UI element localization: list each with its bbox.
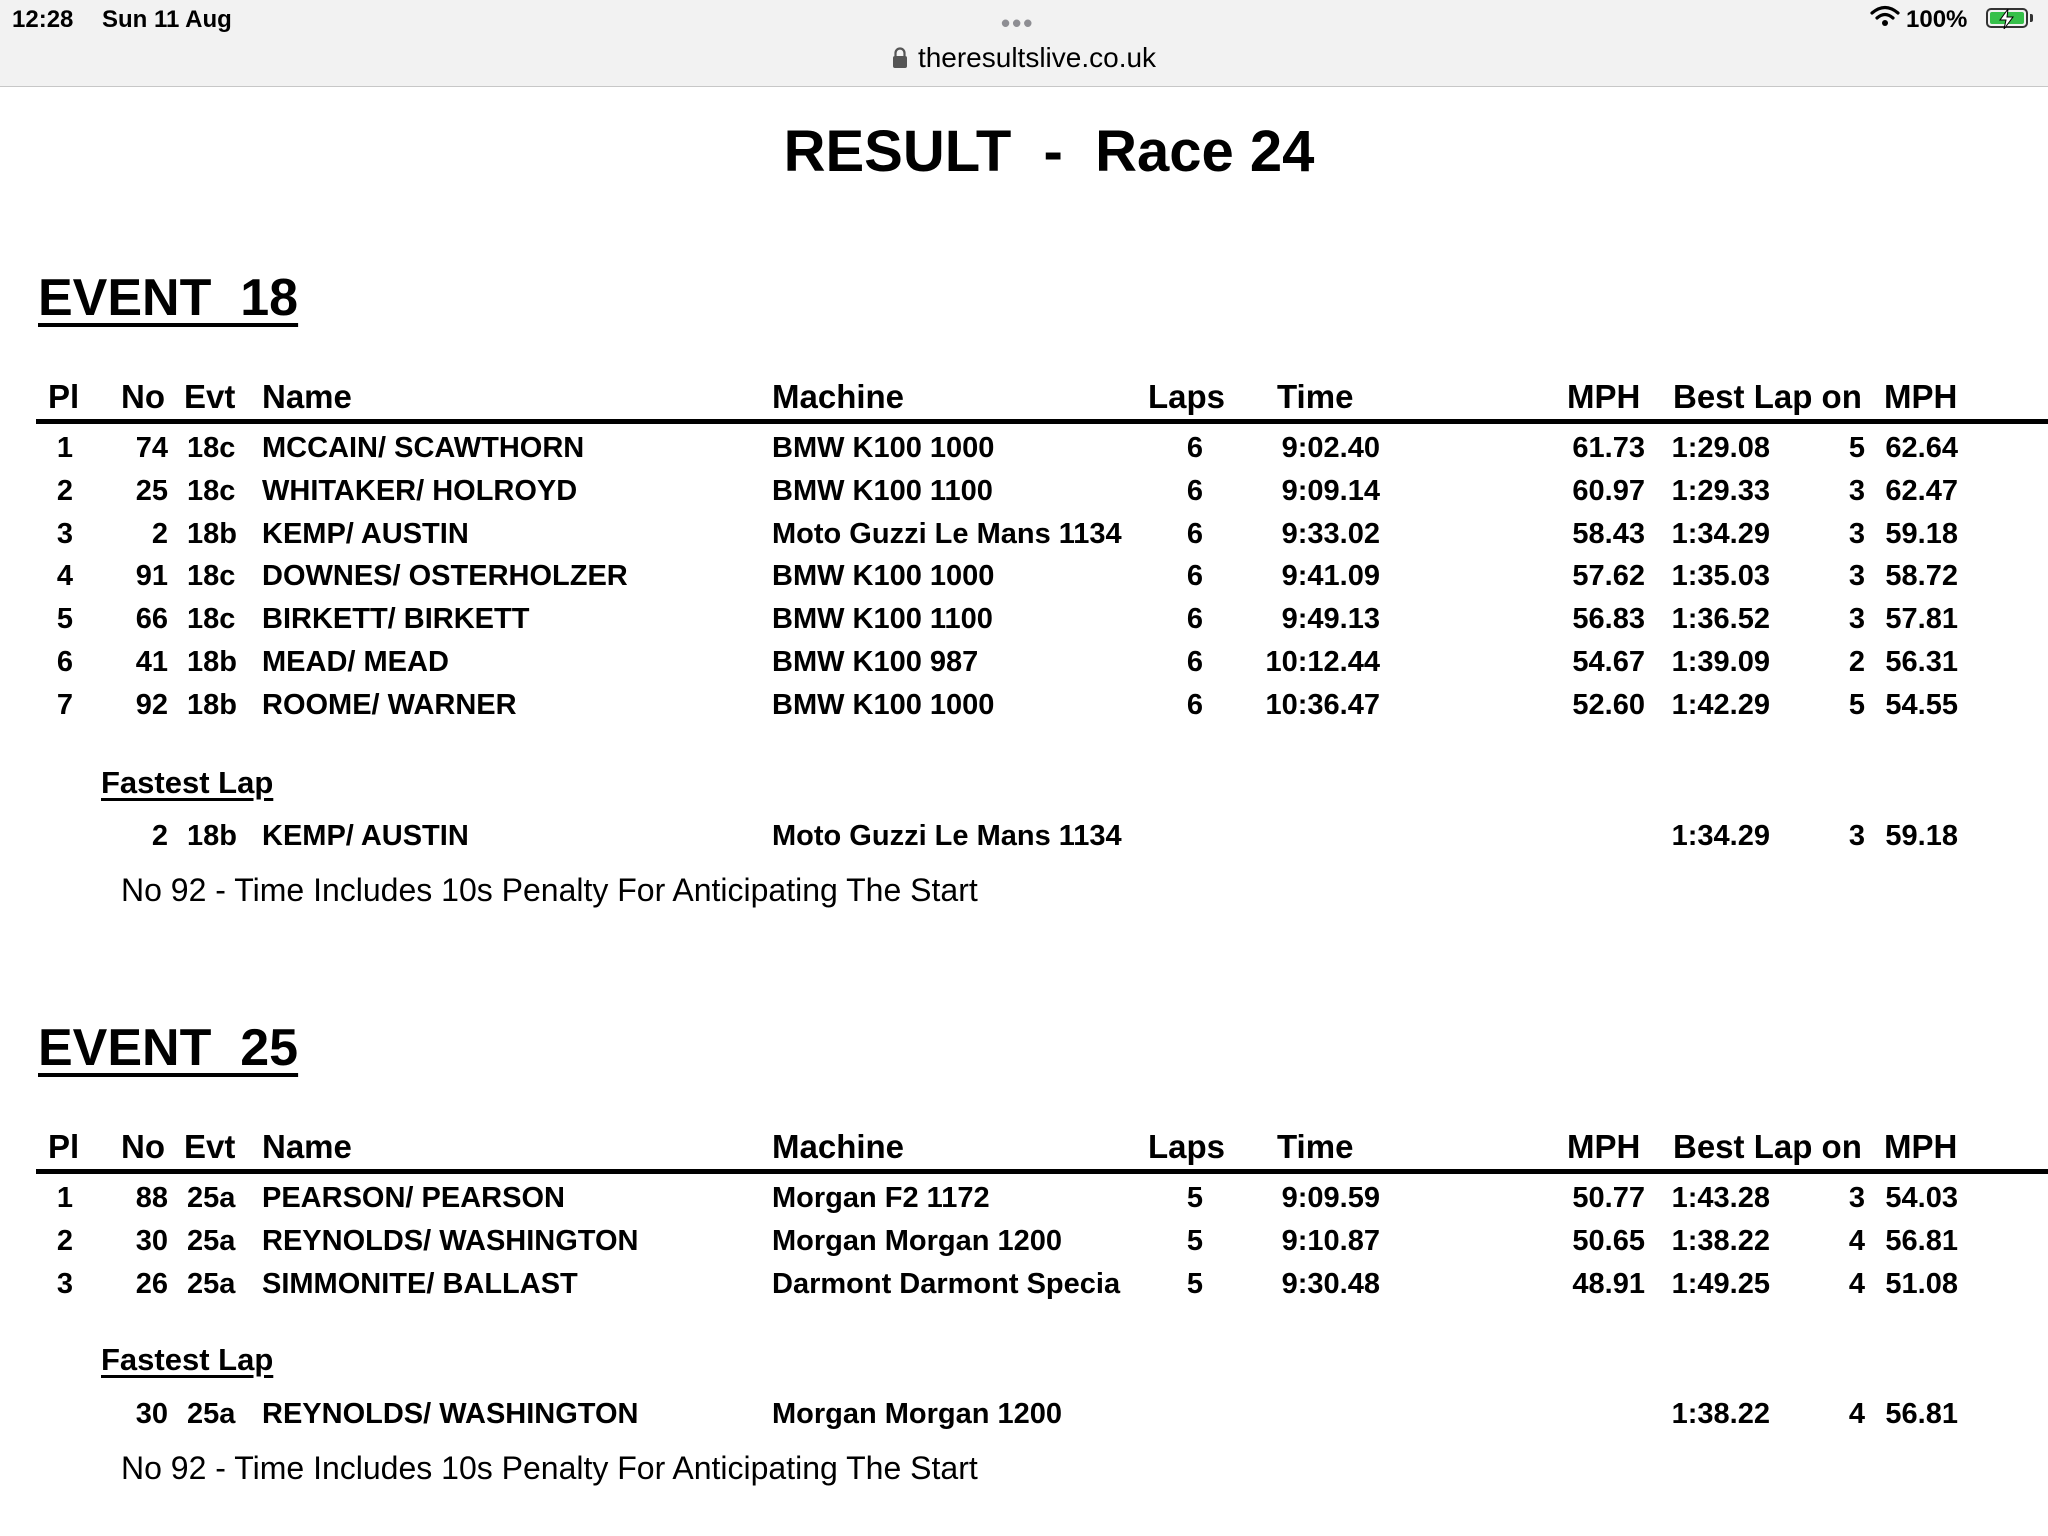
cell-no: 2	[151, 518, 168, 550]
cell-lap-on: 3	[1848, 518, 1865, 550]
cell-evt: 18b	[187, 689, 237, 721]
cell-laps: 6	[1186, 646, 1204, 678]
cell-mph: 57.62	[1572, 560, 1645, 592]
col-header-best-mph: MPH	[1884, 378, 1958, 415]
col-header-pl: Pl	[48, 1128, 80, 1165]
cell-mph: 61.73	[1572, 432, 1645, 464]
cell-lap-on: 5	[1848, 432, 1865, 464]
cell-best-mph: 57.81	[1885, 603, 1958, 635]
fastest-lap-cell-evt: 25a	[187, 1398, 236, 1430]
cell-best-lap: 1:34.29	[1671, 518, 1770, 550]
cell-best-lap: 1:49.25	[1671, 1268, 1770, 1300]
cell-evt: 18c	[187, 560, 236, 592]
more-dots-icon[interactable]: •••	[1001, 8, 1035, 38]
cell-machine: Moto Guzzi Le Mans 1134	[772, 518, 1122, 550]
cell-lap-on: 3	[1848, 475, 1865, 507]
cell-laps: 6	[1186, 518, 1204, 550]
cell-no: 91	[135, 560, 168, 592]
cell-no: 30	[135, 1225, 168, 1257]
col-header-name: Name	[262, 378, 352, 415]
cell-no: 66	[135, 603, 168, 635]
cell-best-lap: 1:35.03	[1671, 560, 1770, 592]
cell-best-mph: 56.81	[1885, 1225, 1958, 1257]
fastest-lap-cell-best-mph: 59.18	[1885, 820, 1958, 852]
cell-best-lap: 1:29.08	[1671, 432, 1770, 464]
table-header-rule	[36, 419, 2048, 424]
cell-laps: 6	[1186, 603, 1204, 635]
cell-time: 10:12.44	[1265, 646, 1380, 678]
cell-best-lap: 1:29.33	[1671, 475, 1770, 507]
col-header-mph: MPH	[1567, 1128, 1641, 1165]
cell-time: 9:02.40	[1281, 432, 1380, 464]
cell-laps: 5	[1186, 1182, 1204, 1214]
cell-time: 9:41.09	[1281, 560, 1380, 592]
cell-lap-on: 4	[1848, 1268, 1865, 1300]
cell-best-mph: 62.47	[1885, 475, 1958, 507]
cell-mph: 50.65	[1572, 1225, 1645, 1257]
cell-machine: Morgan F2 1172	[772, 1182, 990, 1214]
cell-name: ROOME/ WARNER	[262, 689, 517, 721]
col-header-machine: Machine	[772, 378, 905, 415]
table-header-rule	[36, 1169, 2048, 1174]
fastest-lap-cell-machine: Morgan Morgan 1200	[772, 1398, 1063, 1430]
fastest-lap-cell-lap-on: 3	[1848, 820, 1865, 852]
event-heading: EVENT 25	[38, 1019, 299, 1077]
col-header-no: No	[121, 378, 165, 415]
cell-evt: 18c	[187, 475, 236, 507]
col-header-best-lap-on: Best Lap on	[1673, 378, 1862, 415]
page-title: RESULT - Race 24	[783, 119, 1315, 184]
cell-machine: Morgan Morgan 1200	[772, 1225, 1063, 1257]
cell-pl: 7	[56, 689, 74, 721]
col-header-machine: Machine	[772, 1128, 905, 1165]
cell-pl: 4	[56, 560, 74, 592]
cell-machine: BMW K100 1100	[772, 475, 993, 507]
cell-time: 9:30.48	[1281, 1268, 1380, 1300]
cell-best-lap: 1:38.22	[1671, 1225, 1770, 1257]
cell-best-mph: 56.31	[1885, 646, 1958, 678]
cell-mph: 54.67	[1572, 646, 1645, 678]
cell-pl: 1	[56, 1182, 74, 1214]
cell-machine: BMW K100 1000	[772, 432, 995, 464]
cell-no: 92	[135, 689, 168, 721]
battery-percentage: 100%	[1906, 6, 1968, 33]
cell-pl: 2	[56, 475, 74, 507]
cell-pl: 2	[56, 1225, 74, 1257]
cell-laps: 6	[1186, 689, 1204, 721]
penalty-note: No 92 - Time Includes 10s Penalty For Anticipating The Start	[121, 872, 978, 908]
cell-lap-on: 3	[1848, 1182, 1865, 1214]
fastest-lap-cell-name: KEMP/ AUSTIN	[262, 820, 469, 852]
fastest-lap-heading: Fastest Lap	[101, 1342, 274, 1377]
cell-name: MEAD/ MEAD	[262, 646, 449, 678]
cell-name: DOWNES/ OSTERHOLZER	[262, 560, 628, 592]
cell-lap-on: 4	[1848, 1225, 1865, 1257]
cell-lap-on: 3	[1848, 560, 1865, 592]
cell-evt: 25a	[187, 1268, 236, 1300]
cell-machine: BMW K100 1100	[772, 603, 993, 635]
cell-machine: BMW K100 987	[772, 646, 979, 678]
status-time: 12:28	[12, 6, 74, 33]
cell-best-mph: 62.64	[1885, 432, 1958, 464]
cell-pl: 6	[56, 646, 74, 678]
browser-chrome	[0, 0, 2048, 87]
cell-time: 9:33.02	[1281, 518, 1380, 550]
cell-time: 9:49.13	[1281, 603, 1380, 635]
cell-best-lap: 1:39.09	[1671, 646, 1770, 678]
cell-lap-on: 3	[1848, 603, 1865, 635]
col-header-evt: Evt	[184, 1128, 236, 1165]
url-bar[interactable]	[0, 40, 2048, 80]
cell-best-mph: 58.72	[1885, 560, 1958, 592]
fastest-lap-cell-no: 30	[135, 1398, 168, 1430]
cell-best-mph: 59.18	[1885, 518, 1958, 550]
cell-no: 41	[135, 646, 168, 678]
col-header-evt: Evt	[184, 378, 236, 415]
penalty-note: No 92 - Time Includes 10s Penalty For Anticipating The Start	[121, 1450, 978, 1486]
fastest-lap-cell-no: 2	[151, 820, 168, 852]
cell-pl: 3	[56, 518, 74, 550]
lock-icon	[892, 47, 908, 69]
cell-name: BIRKETT/ BIRKETT	[262, 603, 530, 635]
cell-mph: 56.83	[1572, 603, 1645, 635]
cell-machine: BMW K100 1000	[772, 689, 995, 721]
col-header-best-lap-on: Best Lap on	[1673, 1128, 1862, 1165]
fastest-lap-cell-best-mph: 56.81	[1885, 1398, 1958, 1430]
cell-name: KEMP/ AUSTIN	[262, 518, 469, 550]
cell-laps: 6	[1186, 560, 1204, 592]
col-header-laps: Laps	[1148, 1128, 1226, 1165]
cell-laps: 6	[1186, 432, 1204, 464]
cell-laps: 5	[1186, 1268, 1204, 1300]
cell-no: 26	[135, 1268, 168, 1300]
fastest-lap-cell-best-lap: 1:38.22	[1671, 1398, 1770, 1430]
fastest-lap-cell-lap-on: 4	[1848, 1398, 1865, 1430]
col-header-time: Time	[1277, 1128, 1354, 1165]
cell-machine: BMW K100 1000	[772, 560, 995, 592]
cell-mph: 52.60	[1572, 689, 1645, 721]
battery-cap	[2030, 14, 2033, 22]
cell-best-lap: 1:43.28	[1671, 1182, 1770, 1214]
cell-mph: 50.77	[1572, 1182, 1645, 1214]
event-heading: EVENT 18	[38, 269, 299, 327]
cell-best-mph: 54.55	[1885, 689, 1958, 721]
cell-time: 10:36.47	[1265, 689, 1380, 721]
fastest-lap-cell-machine: Moto Guzzi Le Mans 1134	[772, 820, 1122, 852]
cell-evt: 25a	[187, 1182, 236, 1214]
status-bar	[0, 0, 2048, 40]
col-header-pl: Pl	[48, 378, 80, 415]
cell-mph: 58.43	[1572, 518, 1645, 550]
cell-best-lap: 1:42.29	[1671, 689, 1770, 721]
cell-time: 9:09.14	[1281, 475, 1380, 507]
cell-name: REYNOLDS/ WASHINGTON	[262, 1225, 639, 1257]
cell-no: 25	[135, 475, 168, 507]
cell-best-lap: 1:36.52	[1671, 603, 1770, 635]
cell-evt: 18b	[187, 518, 237, 550]
cell-name: PEARSON/ PEARSON	[262, 1182, 565, 1214]
cell-evt: 18c	[187, 432, 236, 464]
cell-best-mph: 51.08	[1885, 1268, 1958, 1300]
cell-best-mph: 54.03	[1885, 1182, 1958, 1214]
cell-time: 9:10.87	[1281, 1225, 1380, 1257]
cell-evt: 18b	[187, 646, 237, 678]
col-header-laps: Laps	[1148, 378, 1226, 415]
cell-laps: 6	[1186, 475, 1204, 507]
cell-laps: 5	[1186, 1225, 1204, 1257]
col-header-no: No	[121, 1128, 165, 1165]
cell-pl: 3	[56, 1268, 74, 1300]
cell-time: 9:09.59	[1281, 1182, 1380, 1214]
col-header-time: Time	[1277, 378, 1354, 415]
cell-name: WHITAKER/ HOLROYD	[262, 475, 578, 507]
cell-lap-on: 2	[1848, 646, 1865, 678]
cell-lap-on: 5	[1848, 689, 1865, 721]
cell-evt: 18c	[187, 603, 236, 635]
cell-mph: 60.97	[1572, 475, 1645, 507]
cell-name: SIMMONITE/ BALLAST	[262, 1268, 578, 1300]
fastest-lap-heading: Fastest Lap	[101, 765, 274, 800]
cell-evt: 25a	[187, 1225, 236, 1257]
cell-pl: 5	[56, 603, 74, 635]
col-header-best-mph: MPH	[1884, 1128, 1958, 1165]
col-header-name: Name	[262, 1128, 352, 1165]
status-date: Sun 11 Aug	[102, 6, 232, 33]
wifi-icon	[1870, 4, 1900, 35]
fastest-lap-cell-name: REYNOLDS/ WASHINGTON	[262, 1398, 639, 1430]
cell-no: 88	[135, 1182, 168, 1214]
cell-no: 74	[135, 432, 168, 464]
fastest-lap-cell-best-lap: 1:34.29	[1671, 820, 1770, 852]
col-header-mph: MPH	[1567, 378, 1641, 415]
url-text[interactable]: theresultslive.co.uk	[917, 42, 1157, 73]
battery-icon	[1986, 8, 2028, 28]
fastest-lap-cell-evt: 18b	[187, 820, 237, 852]
cell-name: MCCAIN/ SCAWTHORN	[262, 432, 585, 464]
cell-pl: 1	[56, 432, 74, 464]
cell-machine: Darmont Darmont Specia	[772, 1268, 1121, 1300]
cell-mph: 48.91	[1572, 1268, 1645, 1300]
